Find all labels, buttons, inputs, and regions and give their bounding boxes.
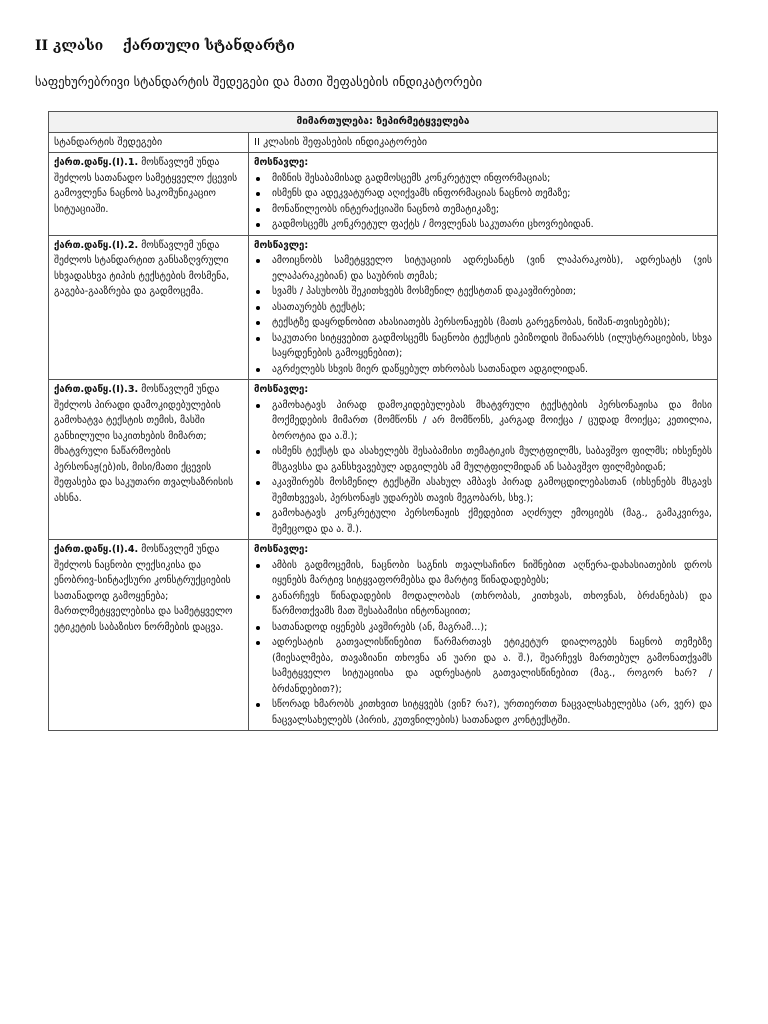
indicator-item: გამოხატავს კონკრეტული პერსონაჟის ქმედებით აღძრულ ემოციებს (მაგ., გამაკვირვა, შემეცოდა და ა. შ.). xyxy=(272,506,712,537)
table-row xyxy=(49,540,718,731)
standard-result-cell xyxy=(49,380,249,540)
indicator-item: გამოხატავს პირად დამოკიდებულებას მხატვრული ტექსტების პერსონაჟისა და მისი მოქმედების მიმართ (მომწონს / არ მომწონს, კარგად მოიქცა / ცუდად მოიქცა; კეთილია, ბოროტია და ა.შ.); xyxy=(272,398,712,445)
standard-text: მოსწავლემ უნდა შეძლოს სტანდარტით განსაზღვრული სხვადასხვა ტიპის ტექსტების მოსმენა, გაგება-გააზრება და გადმოცემა. xyxy=(54,239,230,297)
document-subtitle: საფეხურებრივი სტანდარტის შედეგები და მათი შეფასების ინდიკატორები xyxy=(35,74,483,89)
indicators-cell xyxy=(249,153,718,236)
standard-text: მოსწავლემ უნდა შეძლოს ნაცნობი ლექსიკისა და ენობრივ-სინტაქსური კონსტრუქციების სათანადოდ გამოყენება; მართლმეტყველებისა და სამეტყველო ეტიკეტის საბაზისო ნორმების დაცვა. xyxy=(54,544,233,633)
indicator-item: მიზნის შესაბამისად გადმოსცემს კონკრეტულ ინფორმაციას; xyxy=(272,171,712,187)
column-header-results: სტანდარტის შედეგები xyxy=(49,132,249,153)
indicator-item: მონაწილეობს ინტერაქციაში ნაცნობ თემატიკაზე; xyxy=(272,202,712,218)
standard-code: ქართ.დაწყ.(I).2. xyxy=(54,239,139,251)
indicator-item: აგრძელებს სხვის მიერ დაწყებულ თხრობას სათანადო ადგილიდან. xyxy=(272,362,712,378)
indicator-item: ამბის გადმოცემის, ნაცნობი საგნის თვალსაჩინო ნიშნებით აღწერა-დახასიათების დროს იყენებს მარტივ სიტყვაფორმებსა და მარტივ წინადადებებს; xyxy=(272,558,712,589)
indicator-item: გადმოსცემს კონკრეტულ ფაქტს / მოვლენას საკუთარი ცხოვრებიდან. xyxy=(272,217,712,233)
column-header-indicators: II კლასის შეფასების ინდიკატორები xyxy=(249,132,718,153)
indicator-item: სვამს / პასუხობს შეკითხვებს მოსმენილ ტექსტთან დაკავშირებით; xyxy=(272,284,712,300)
standard-text: მოსწავლემ უნდა შეძლოს სათანადო სამეტყველო ქცევის გამოვლენა ნაცნობ საკომუნიკაციო სიტუაციაში. xyxy=(54,157,238,215)
indicator-item: ადრესატის გათვალისწინებით წარმართავს ეტიკეტურ დიალოგებს ნაცნობ თემებზე (მიესალმება, თავაზიანი თხოვნა ან უარი და ა. შ.), შეარჩევს მართებულ გამონათქვამს სამეტყველო სიტუაციისა და ადრესატის გათვალისწინებით (მაგ., როგორ ხარ? / ბრძანდებით?); xyxy=(272,635,712,697)
indicator-item: ასათაურებს ტექსტს; xyxy=(272,300,712,316)
table-row xyxy=(49,153,718,236)
indicator-item: ტექსტზე დაყრდნობით ახასიათებს პერსონაჟებს (მათს გარეგნობას, ნიშან-თვისებებს); xyxy=(272,315,712,331)
standard-text: მოსწავლემ უნდა შეძლოს პირადი დამოკიდებულების გამოხატვა ტექსტის თემის, მასში განხილული საკითხების მიმართ; მხატვრული ნაწარმოების პერსონაჟ(ებ)ის, მისი/მათი ქცევის შეფასება და საკუთარი თვალსაზრისის ახსნა. xyxy=(54,384,234,504)
direction-heading: მიმართულება: ზეპირმეტყველება xyxy=(49,112,718,133)
learner-label: მოსწავლე: xyxy=(254,544,309,555)
document-title: II კლასი ქართული სტანდარტი xyxy=(35,38,295,54)
learner-label: მოსწავლე: xyxy=(254,239,309,251)
indicator-item: სათანადოდ იყენებს კავშირებს (ან, მაგრამ...); xyxy=(272,620,712,636)
standard-result-cell xyxy=(49,235,249,380)
standards-table xyxy=(48,111,718,731)
indicator-item: ამოიცნობს სამეტყველო სიტუაციის ადრესანტს (ვინ ლაპარაკობს), ადრესატს (ვის ელაპარაკებიან) და საუბრის თემას; xyxy=(272,253,712,284)
indicator-item: სწორად ხმარობს კითხვით სიტყვებს (ვინ? რა?), ურთიერთთ ნაცვალსახელებსა (არ, ვერ) და ნაცვალსახელებს (პირის, კუთვნილების) სათანადო კონტექსტში. xyxy=(272,697,712,728)
standard-code: ქართ.დაწყ.(I).1. xyxy=(54,157,139,168)
standard-code: ქართ.დაწყ.(I).3. xyxy=(54,384,139,395)
indicators-cell xyxy=(249,540,718,731)
indicator-list xyxy=(254,253,712,377)
indicator-item: განარჩევს წინადადების მოდალობას (თხრობას, კითხვას, თხოვნას, ბრძანებას) და წარმოთქვამს მათ შესაბამისი ინტონაციით; xyxy=(272,589,712,620)
indicator-item: საკუთარი სიტყვებით გადმოსცემს ნაცნობი ტექსტის ეპიზოდის შინაარსს (ილუსტრაციების, სხვა საყრდენების გამოყენებით); xyxy=(272,331,712,362)
indicator-item: ისმენს და ადეკვატურად აღიქვამს ინფორმაციას ნაცნობ თემაზე; xyxy=(272,186,712,202)
learner-label: მოსწავლე: xyxy=(254,157,309,168)
standard-result-cell xyxy=(49,540,249,731)
indicators-cell xyxy=(249,235,718,380)
learner-label: მოსწავლე: xyxy=(254,384,309,395)
standard-code: ქართ.დაწყ.(I).4. xyxy=(54,544,139,555)
indicator-list xyxy=(254,398,712,538)
indicators-cell xyxy=(249,380,718,540)
standard-result-cell xyxy=(49,153,249,236)
indicator-list xyxy=(254,558,712,729)
table-row xyxy=(49,235,718,380)
table-row xyxy=(49,380,718,540)
indicator-item: ისმენს ტექსტს და ასახელებს შესაბამისი თემატიკის მულტფილმს, საბავშვო ფილმს; იხსენებს მსგავსსა და განსხვავებულ ადგილებს ამ მულტფილმიდან ან საბავშვო ფილმებიდან; xyxy=(272,444,712,475)
indicator-list xyxy=(254,171,712,233)
indicator-item: აკავშირებს მოსმენილ ტექსტში ასახულ ამბავს პირად გამოცდილებასთან (იხსენებს მსგავს შემთხვევას, პერსონაჟს უდარებს თავის მეგობარს, სხვ.); xyxy=(272,475,712,506)
